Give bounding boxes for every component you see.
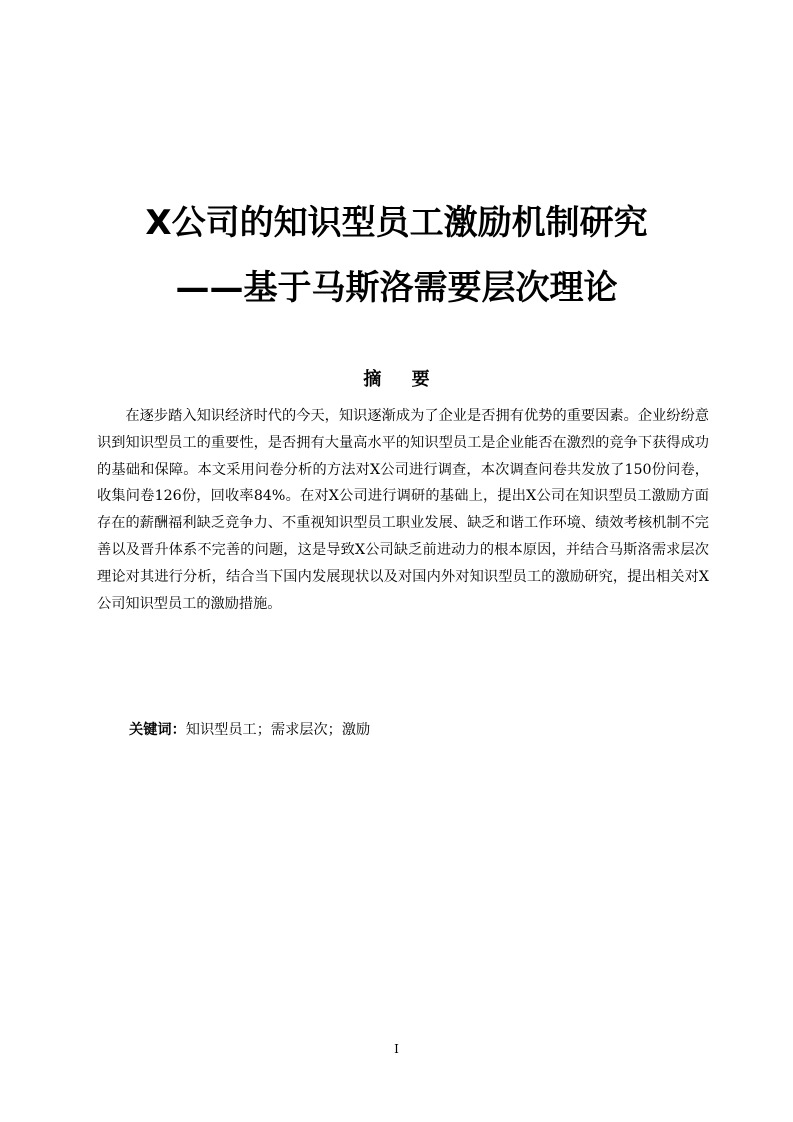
document-title: X公司的知识型员工激励机制研究 [145, 203, 648, 243]
abstract-heading: 摘 要 [363, 369, 442, 390]
keywords-text: 知识型员工；需求层次；激励 [185, 722, 371, 738]
abstract-body: 在逐步踏入知识经济时代的今天，知识逐渐成为了企业是否拥有优势的重要因素。企业纷纷意识到知识型员工的重要性，是否拥有大量高水平的知识型员工是企业能否在激烈的竞争下获得成功的基础和保障。本文采用问卷分析的方法对X公司进行调查，本次调查问卷共发放了150份问卷，收集问卷126份，回收率84%。在对X公司进行调研的基础上，提出X公司在知识型员工激励方面存在的薪酬福利缺乏竞争力、不重视知识型员工职业发展、缺乏和谐工作环境、绩效考核机制不完善以及晋升体系不完善的问题，这是导致X公司缺乏前进动力的根本原因，并结合马斯洛需求层次理论对其进行分析，结合当下国内发展现状以及对国内外对知识型员工的激励研究，提出相关对X公司知识型员工的激励措施。 [97, 408, 709, 612]
document-subtitle: ——基于马斯洛需要层次理论 [175, 268, 618, 308]
page-number: I [394, 1042, 399, 1056]
keywords-line [129, 719, 370, 741]
keywords-label: 关键词： [129, 722, 186, 738]
